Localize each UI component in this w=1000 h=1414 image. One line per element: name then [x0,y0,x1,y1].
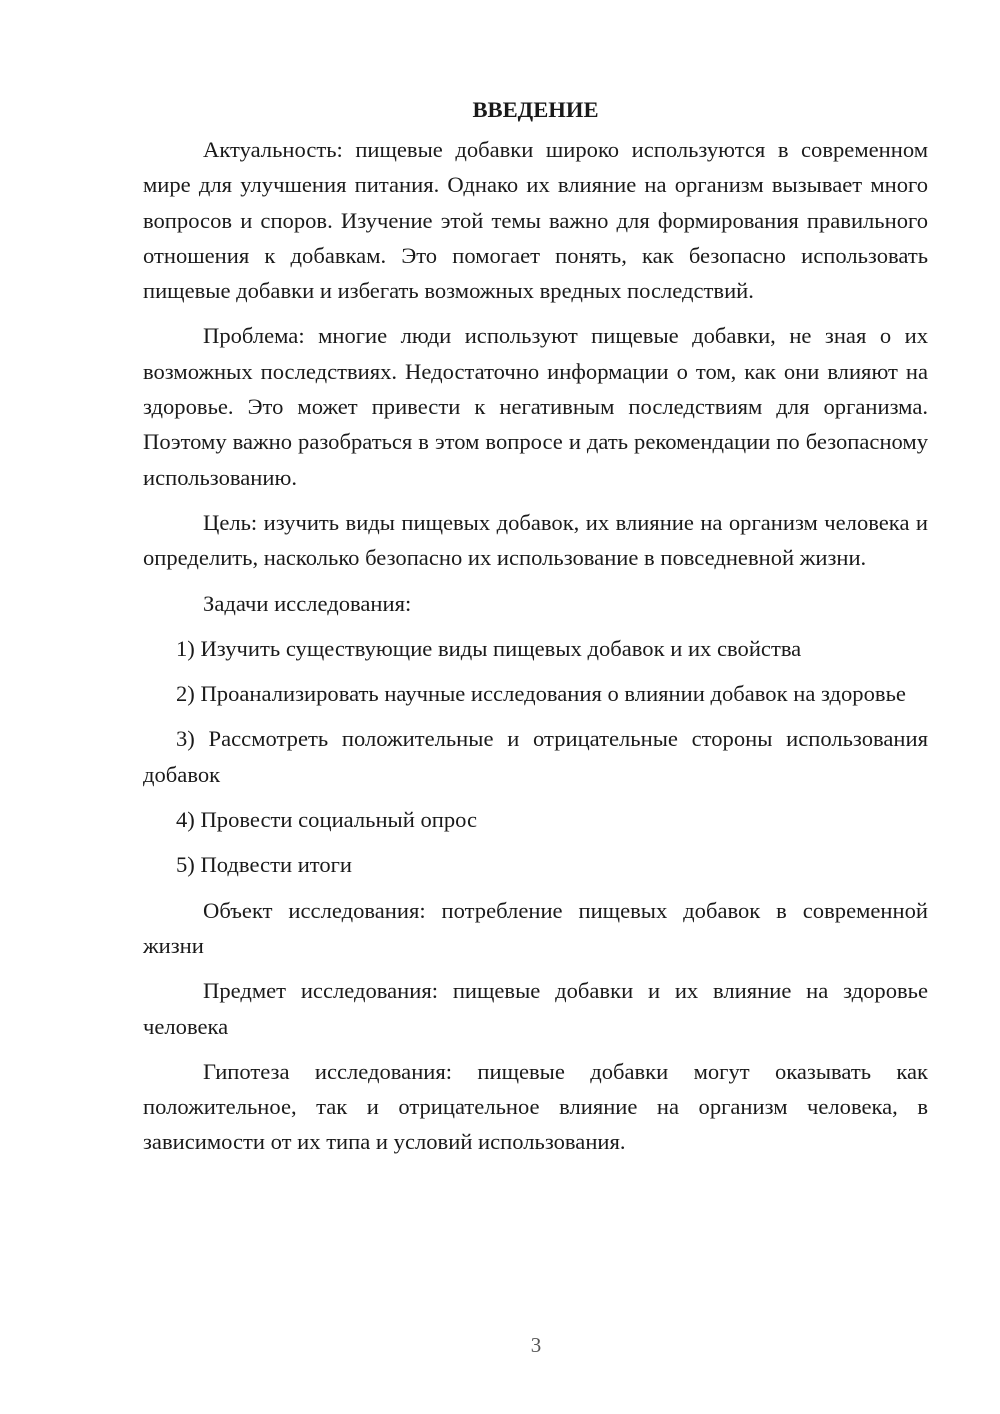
page-content [143,92,928,1170]
object-paragraph: Объект исследования: потребление пищевых добавок в современной жизни [143,897,928,958]
subject-paragraph: Предмет исследования: пищевые добавки и их влияние на здоровье человека [143,978,928,1039]
task-item-4: 4) Провести социальный опрос [176,807,478,833]
relevance-paragraph: Актуальность: пищевые добавки широко используются в современном мире для улучшения питания. Однако их влияние на организм вызывает много вопросов и споров. Изучение этой темы важно для формирования правильного отношения к добавкам. Это помогает понять, как безопасно использовать пищевые добавки и избегать возможных вредных последствий. [143,137,928,304]
task-item-2: 2) Проанализировать научные исследования о влиянии добавок на здоровье [176,681,906,707]
tasks-heading: Задачи исследования: [203,590,412,616]
task-item-3: 3) Рассмотреть положительные и отрицательные стороны использования добавок [143,726,928,787]
task-item-1: 1) Изучить существующие виды пищевых добавок и их свойства [176,635,802,661]
problem-paragraph: Проблема: многие люди используют пищевые добавки, не зная о их возможных последствиях. Недостаточно информации о том, как они влияют на здоровье. Это может привести к негативным последствиям для организма. Поэтому важно разобраться в этом вопросе и дать рекомендации по безопасному использованию. [143,323,928,490]
goal-paragraph: Цель: изучить виды пищевых добавок, их влияние на организм человека и определить, насколько безопасно их использование в повседневной жизни. [143,509,928,571]
page-number: 3 [530,1333,542,1357]
hypothesis-paragraph: Гипотеза исследования: пищевые добавки могут оказывать как положительное, так и отрицательное влияние на организм человека, в зависимости от их типа и условий использования. [143,1058,928,1155]
task-item-5: 5) Подвести итоги [176,852,353,878]
section-title: ВВЕДЕНИЕ [472,97,599,122]
